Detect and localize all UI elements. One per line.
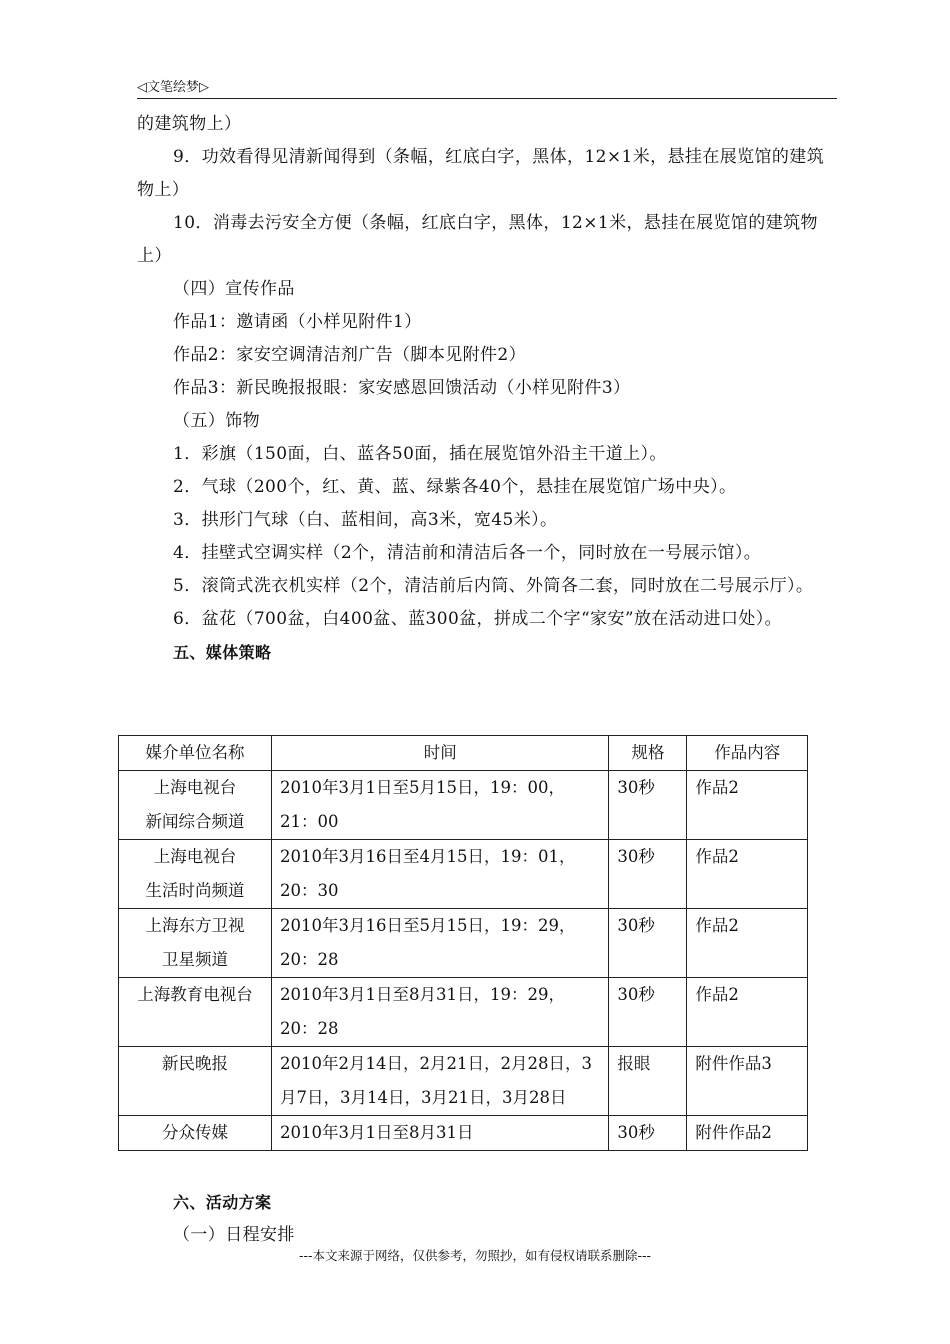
media-name-cell: 上海东方卫视 卫星频道 <box>119 909 272 978</box>
time-cell: 2010年3月1日至8月31日，19：29，20：28 <box>271 978 608 1047</box>
paragraph: （五）饰物 <box>173 411 260 431</box>
content-cell: 附件作品3 <box>687 1047 808 1116</box>
paragraph: 9．功效看得见清新闻得到（条幅，红底白字，黑体，12×1米，悬挂在展览馆的建筑物上） <box>137 147 825 200</box>
section-title-activity: 六、活动方案 <box>173 1193 272 1212</box>
spec-cell: 30秒 <box>609 1116 687 1151</box>
paragraph: 作品1：邀请函（小样见附件1） <box>173 312 422 332</box>
table-header-cell: 作品内容 <box>687 736 808 771</box>
time-cell: 2010年3月1日至5月15日，19：00，21：00 <box>271 771 608 840</box>
content-cell: 附件作品2 <box>687 1116 808 1151</box>
spec-cell: 30秒 <box>609 771 687 840</box>
paragraph: 作品3：新民晚报报眼：家安感恩回馈活动（小样见附件3） <box>173 378 631 398</box>
spec-cell: 30秒 <box>609 840 687 909</box>
paragraph: 3．拱形门气球（白、蓝相间，高3米，宽45米）。 <box>173 510 558 530</box>
media-name-cell: 上海电视台 生活时尚频道 <box>119 840 272 909</box>
table-header-row <box>119 736 808 771</box>
spec-cell: 30秒 <box>609 909 687 978</box>
paragraph: 6．盆花（700盆，白400盆、蓝300盆，拼成二个字“家安”放在活动进口处）。 <box>173 609 783 629</box>
time-cell: 2010年3月1日至8月31日 <box>271 1116 608 1151</box>
table-row <box>119 771 808 840</box>
subsection-title-schedule: （一）日程安排 <box>173 1225 295 1245</box>
paragraph: 作品2：家安空调清洁剂广告（脚本见附件2） <box>173 345 527 365</box>
header-mark: ◁文笔绘梦▷ <box>137 80 209 95</box>
body-text <box>137 108 837 669</box>
content-cell: 作品2 <box>687 840 808 909</box>
content-cell: 作品2 <box>687 978 808 1047</box>
content-cell: 作品2 <box>687 771 808 840</box>
media-name-cell: 上海教育电视台 <box>119 978 272 1047</box>
table-header-cell: 时间 <box>271 736 608 771</box>
table-row <box>119 1047 808 1116</box>
time-cell: 2010年3月16日至4月15日，19：01，20：30 <box>271 840 608 909</box>
table-row <box>119 909 808 978</box>
paragraph: 5．滚筒式洗衣机实样（2个，清洁前后内筒、外筒各二套，同时放在二号展示厅）。 <box>173 576 814 596</box>
content-cell: 作品2 <box>687 909 808 978</box>
table-row <box>119 978 808 1047</box>
paragraph: 10．消毒去污安全方便（条幅，红底白字，黑体，12×1米，悬挂在展览馆的建筑物上） <box>137 213 818 266</box>
paragraph: 1．彩旗（150面，白、蓝各50面，插在展览馆外沿主干道上）。 <box>173 444 667 464</box>
page-footer: ---本文来源于网络，仅供参考，勿照抄，如有侵权请联系删除--- <box>298 1248 652 1263</box>
paragraph: 4．挂壁式空调实样（2个，清洁前和清洁后各一个，同时放在一号展示馆）。 <box>173 543 762 563</box>
media-name-cell: 新民晚报 <box>119 1047 272 1116</box>
paragraph: （四）宣传作品 <box>173 279 295 299</box>
time-cell: 2010年2月14日，2月21日，2月28日，3月7日，3月14日，3月21日，3月28日 <box>271 1047 608 1116</box>
section-title-media: 五、媒体策略 <box>173 643 272 662</box>
media-name-cell: 上海电视台 新闻综合频道 <box>119 771 272 840</box>
table-header-cell: 媒介单位名称 <box>119 736 272 771</box>
media-name-cell: 分众传媒 <box>119 1116 272 1151</box>
table-row <box>119 1116 808 1151</box>
media-strategy-table <box>118 735 808 1151</box>
spec-cell: 30秒 <box>609 978 687 1047</box>
page-header <box>137 76 837 99</box>
paragraph: 2．气球（200个，红、黄、蓝、绿紫各40个，悬挂在展览馆广场中央）。 <box>173 477 737 497</box>
spec-cell: 报眼 <box>609 1047 687 1116</box>
table-header-cell: 规格 <box>609 736 687 771</box>
after-table-text <box>137 1186 837 1252</box>
table-row <box>119 840 808 909</box>
time-cell: 2010年3月16日至5月15日，19：29，20：28 <box>271 909 608 978</box>
paragraph: 的建筑物上） <box>137 114 242 134</box>
